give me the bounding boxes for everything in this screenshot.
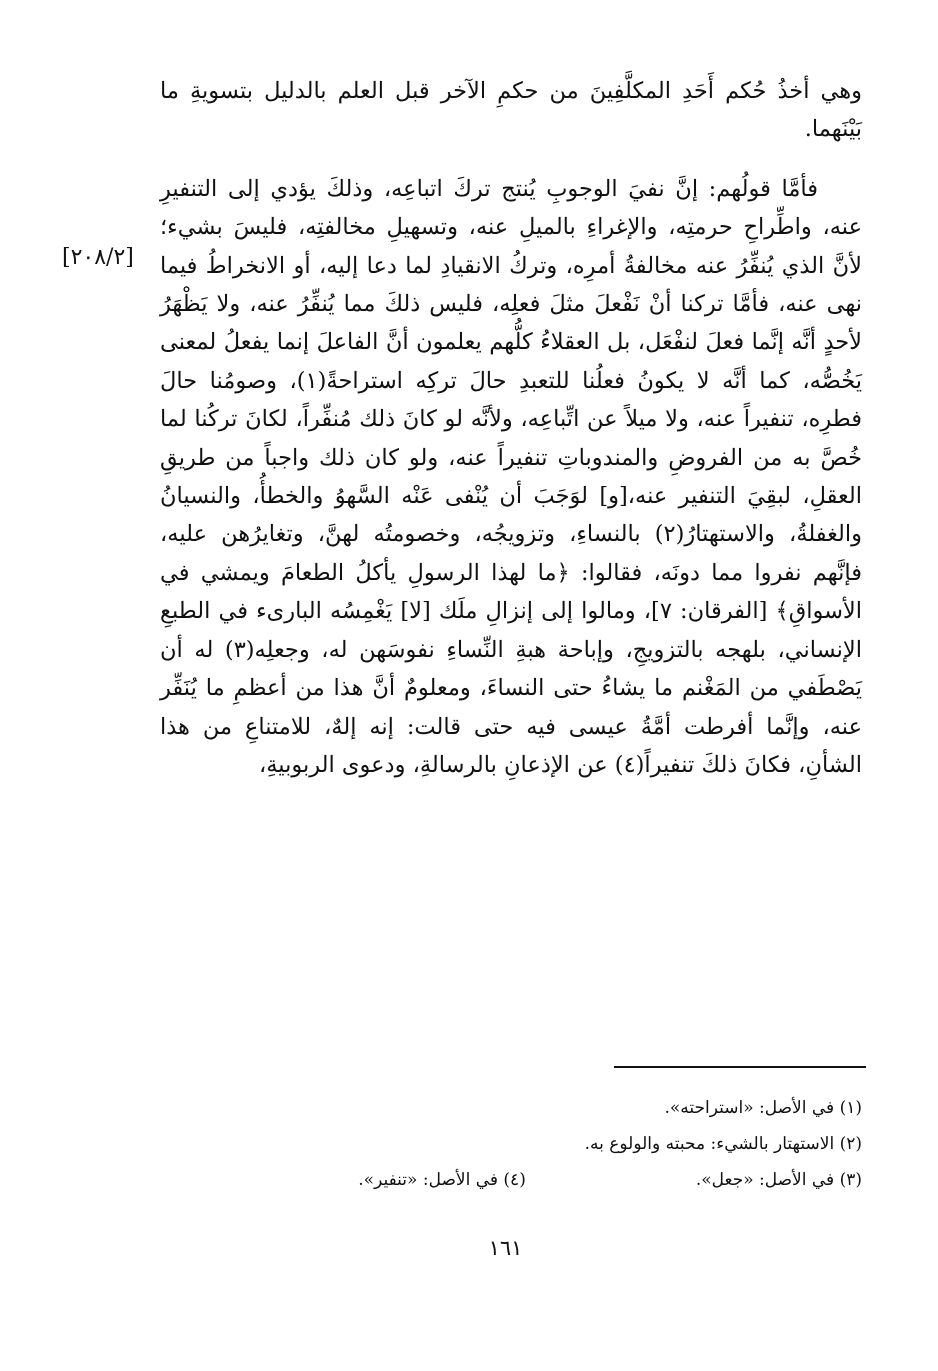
footnote-separator [614, 1066, 866, 1068]
footnote-1: (١) في الأصل: «استراحته». [664, 1098, 862, 1118]
footnote-4: (٤) في الأصل: «تنفير». [358, 1170, 526, 1190]
page-number: ١٦١ [488, 1236, 523, 1260]
paragraph-2: فأمَّا قولُهم: إنَّ نفيَ الوجوبِ يُنتج تركَ اتباعِه، وذلكَ يؤدي إلى التنفيرِ عنه، واطِّراحِ حرمتِه، والإغراءِ بالميلِ عنه، وتسهيلِ مخالفتِه، فليسَ بشيء؛ لأنَّ الذي يُنفِّرُ عنه مخالفةُ أمرِه، وتركُ الانقيادِ لما دعا إليه، أو الانخراطُ فيما نهى عنه، فأمَّا تركنا أنْ نَفْعلَ مثلَ فعلِه، فليس ذلكَ مما يُنفِّرُ عنه، ولا يَظْهَرُ لأحدٍ أنَّه إنَّما فعلَ لنفْعَل، بل العقلاءُ كلُّهم يعلمون أنَّ الفاعلَ إنما يفعلُ لمعنى يَخُصُّه، كما أنَّه لا يكونُ فعلُنا للتعبدِ حالَ تركِه استراحةً(١)، وصومُنا حالَ فطرِه، تنفيراً عنه، ولا ميلاً عن اتِّباعِه، ولأنَّه لو كانَ ذلك مُنفِّراً، لكانَ تركُنا لما خُصَّ به من الفروضِ والمندوباتِ تنفيراً عنه، ولو كان ذلك واجباً من طريقِ العقلِ، لبقِيَ التنفير عنه،[و] لوَجَبَ أن يُنْفى عَنْه السَّهوُ والخطأُ، والنسيانُ والغفلةُ، والاستهتارُ(٢) بالنساءِ، وتزويجُه، وخصومتُه لهنَّ، وتغايرُهن عليه، فإنَّهم نفروا مما دونَه، فقالوا: ﴿ما لهذا الرسولِ يأكلُ الطعامَ ويمشي في الأسواقِ﴾ [الفرقان: ٧]، ومالوا إلى إنزالِ ملَك [لا] يَغْمِسُه البارىء في الطبعِ الإنساني، بلهجه بالتزويجِ، وإباحة هبةِ النِّساءِ نفوسَهن له، وجعلِه(٣) له أن يَصْطَفي من المَغْنم ما يشاءُ حتى النساءَ، ومعلومٌ أنَّ هذا من أعظمِ ما يُنَفِّر عنه، وإنَّما أفرطت أمَّةُ عيسى فيه حتى قالت: إنه إلهٌ، للامتناعِ من هذا الشأنِ، فكانَ ذلكَ تنفيراً(٤) عن الإذعانِ بالرسالةِ، ودعوى الربوبيةِ، [160, 175, 863, 778]
main-text [160, 72, 862, 784]
footnote-2: (٢) الاستهتار بالشيء: محبته والولوع به. [584, 1134, 862, 1154]
page-reference: [٢٠٨/٢] [62, 245, 134, 270]
footnotes [150, 1090, 862, 1198]
paragraph-1: وهي أخذُ حُكم أَحَدِ المكلَّفِينَ من حكمِ الآخر قبل العلم بالدليل بتسويةِ ما بَيْنَهما. [160, 78, 862, 143]
footnote-3: (٣) في الأصل: «جعل». [695, 1170, 862, 1190]
footnote-row [150, 1162, 862, 1198]
